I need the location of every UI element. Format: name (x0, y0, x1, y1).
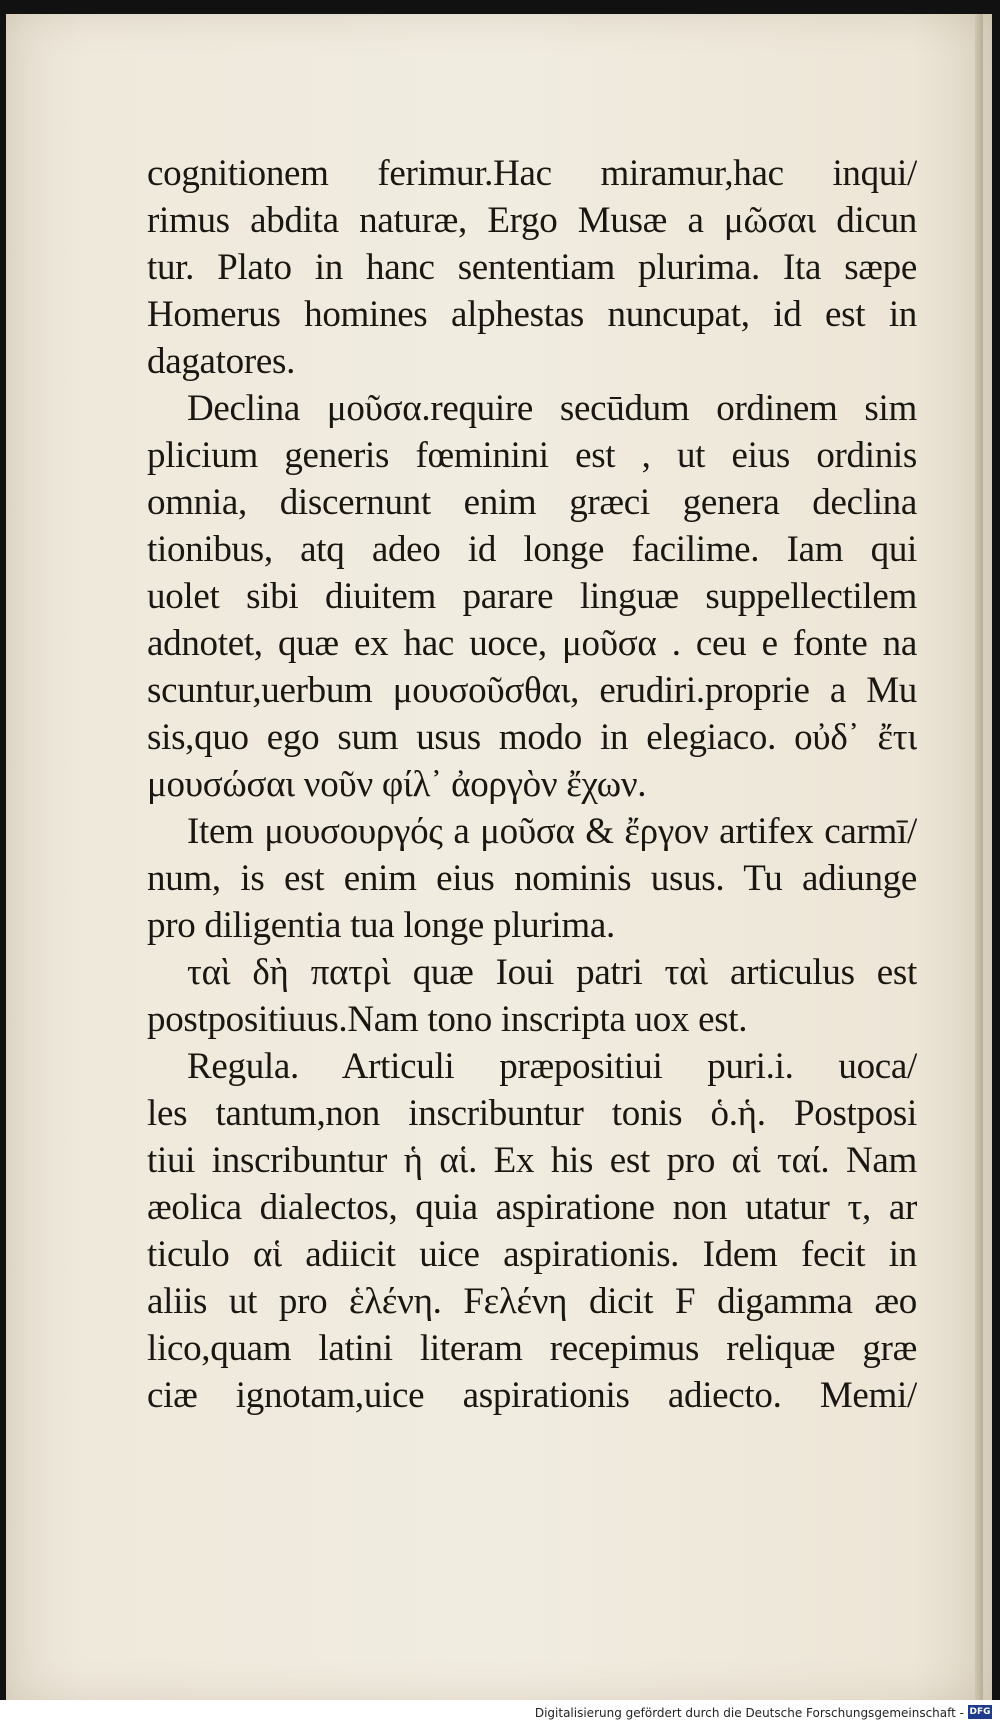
text-line: plicium generis fœminini est , ut eius ordinis (147, 435, 917, 476)
text-line: adnotet, quæ ex hac uoce, μοῦσα . ceu e fonte na (147, 623, 917, 664)
text-line: ciæ ignotam,uice aspirationis adiecto. Memi/ (147, 1375, 917, 1416)
text-line: ταὶ δὴ πατρὶ quæ Ioui patri ταὶ articulus est (187, 952, 917, 993)
text-line: num, is est enim eius nominis usus. Tu adiunge (147, 858, 917, 899)
text-line: lico,quam latini literam recepimus reliquæ græ (147, 1328, 917, 1369)
text-line: rimus abdita naturæ, Ergo Musæ a μῶσαι dicun (147, 200, 917, 241)
text-line: Regula. Articuli præpositiui puri.i. uoca/ (187, 1046, 917, 1087)
text-line: μουσώσαι νοῦν φίλ᾽ ἀοργὸν ἔχων. (147, 764, 647, 805)
text-line: pro diligentia tua longe plurima. (147, 905, 615, 946)
page-text (147, 150, 917, 1419)
text-line: tionibus, atq adeo id longe facilime. Iam qui (147, 529, 917, 570)
page-edge (975, 14, 983, 1700)
text-line: Item μουσουργός a μοῦσα & ἔργον artifex carmī/ (187, 811, 917, 852)
text-line: Declina μοῦσα.require secūdum ordinem sim (187, 388, 917, 429)
text-line: cognitionem ferimur.Hac miramur,hac inqui/ (147, 153, 917, 194)
text-line: ticulo αἱ adiicit uice aspirationis. Idem fecit in (147, 1234, 917, 1275)
footer-bar (0, 1700, 1000, 1724)
text-line: sis,quo ego sum usus modo in elegiaco. οὐδ᾽ ἔτι (147, 717, 917, 758)
text-line: Homerus homines alphestas nuncupat, id est in (147, 294, 917, 335)
text-line: postpositiuus.Nam tono inscripta uox est. (147, 999, 748, 1040)
text-line: aliis ut pro ἑλένη. Fελένη dicit F digamma æo (147, 1281, 917, 1322)
text-line: dagatores. (147, 341, 296, 382)
dfg-logo: DFG (969, 1707, 991, 1717)
funding-credit: Digitalisierung gefördert durch die Deutsche Forschungsgemeinschaft - (534, 1706, 964, 1720)
text-line: les tantum,non inscribuntur tonis ὁ.ἡ. Postposi (147, 1093, 917, 1134)
text-line: æolica dialectos, quia aspiratione non utatur τ, ar (147, 1187, 917, 1228)
text-line: scuntur,uerbum μουσοῦσθαι, erudiri.proprie a Mu (147, 670, 917, 711)
text-line: tur. Plato in hanc sententiam plurima. Ita sæpe (147, 247, 917, 288)
text-line: omnia, discernunt enim græci genera declina (147, 482, 917, 523)
text-line: tiui inscribuntur ἡ αἱ. Ex his est pro αἱ ταί. Nam (147, 1140, 917, 1181)
text-line: uolet sibi diuitem parare linguæ suppellectilem (147, 576, 917, 617)
